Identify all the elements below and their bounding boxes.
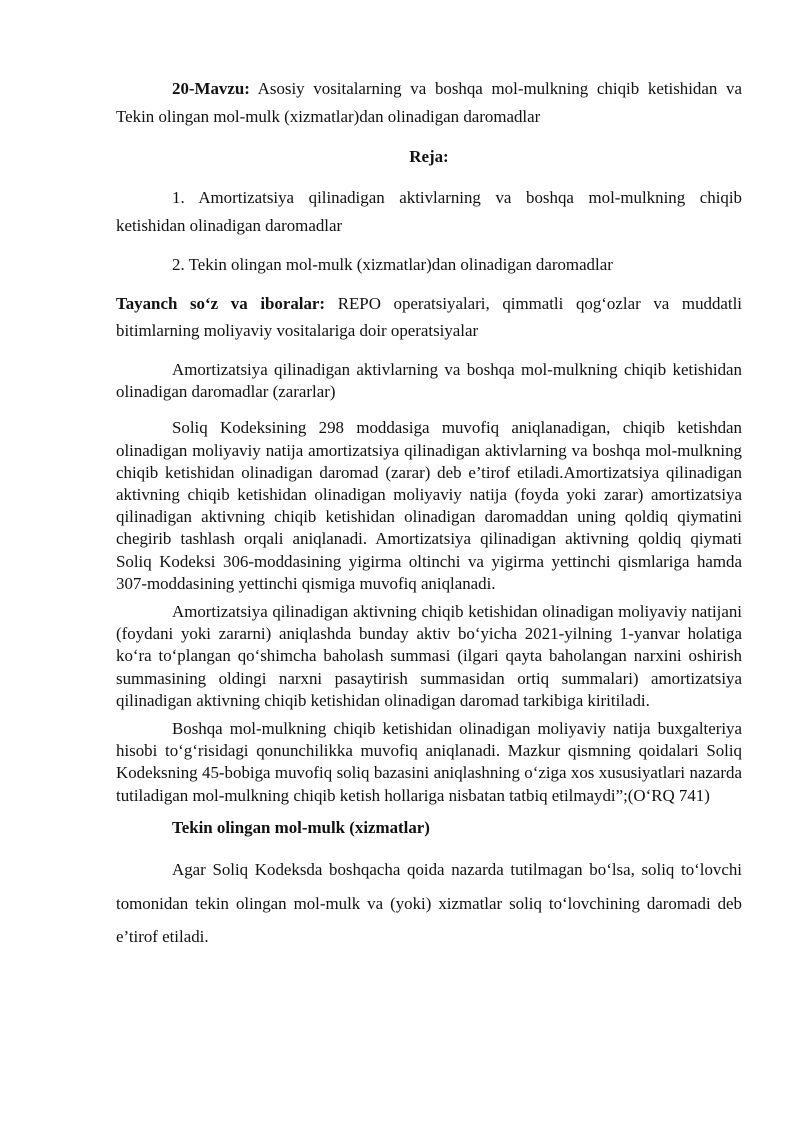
keywords-label: Tayanch so‘z va iboralar: <box>116 293 326 313</box>
plan-heading: Reja: <box>409 147 449 167</box>
section2-heading: Tekin olingan mol-mulk (xizmatlar) <box>172 817 430 837</box>
section1-paragraph-3: Boshqa mol-mulkning chiqib ketishidan olinadigan moliyaviy natija buxgalteriya hisobi to‘g‘risidagi qonunchilikka muvofiq aniqlanadi. Mazkur qismning qoidalari Soliq Kodeksning 45-bobiga muvofiq soliq bazasini aniqlashning o‘ziga xos xususiyatlari nazarda tutiladigan mol-mulkning chiqib ketish hollariga nisbatan tatbiq etilmaydi”;(O‘RQ 741) <box>116 719 742 805</box>
section1-paragraph-2: Amortizatsiya qilinadigan aktivning chiqib ketishidan olinadigan moliyaviy natijani (foydani yoki zararni) aniqlashda bunday aktiv bo‘yicha 2021-yilning 1-yanvar holatiga ko‘ra to‘plangan qo‘shimcha baholash summasi (ilgari qayta baholangan narxini oshirish summasining oldingi narxni pasaytirish summasidan ortiq summalari) amortizatsiya qilinadigan aktivning chiqib ketishidan olinadigan daromad tarkibiga kiritiladi. <box>116 602 742 710</box>
plan-item-2: 2. Tekin olingan mol-mulk (xizmatlar)dan olinadigan daromadlar <box>172 254 613 274</box>
document-page <box>116 72 742 954</box>
section1-paragraph-1: Soliq Kodeksining 298 moddasiga muvofiq aniqlanadigan, chiqib ketishdan olinadigan moliyaviy natija amortizatsiya qilinadigan aktivlarning va boshqa mol-mulkning chiqib ketishidan olinadigan daromad (zarar) deb e’tirof etiladi.Amortizatsiya qilinadigan aktivning chiqib ketishidan olinadigan moliyaviy natija (foyda yoki zarar) amortizatsiya qilinadigan aktivning chiqib ketishidan olinadigan daromaddan uning qoldiq qiymatini chegirib tashlash orqali aniqlanadi. Amortizatsiya qilinadigan aktivning qoldiq qiymati Soliq Kodeksi 306-moddasining yigirma oltinchi va yigirma yettinchi qismlariga hamda 307-moddasining yettinchi qismiga muvofiq aniqlanadi. <box>116 418 742 593</box>
section1-title: Amortizatsiya qilinadigan aktivlarning va boshqa mol-mulkning chiqib ketishidan olinadigan daromadlar (zararlar) <box>116 359 742 402</box>
plan-item-1: 1. Amortizatsiya qilinadigan aktivlarning va boshqa mol-mulkning chiqib ketishidan olinadigan daromadlar <box>116 188 742 235</box>
topic-title <box>116 75 742 130</box>
section2-paragraph: Agar Soliq Kodeksda boshqacha qoida nazarda tutilmagan bo‘lsa, soliq to‘lovchi tomonidan tekin olingan mol-mulk va (yoki) xizmatlar soliq to‘lovchining daromadi deb e’tirof etiladi. <box>116 860 742 947</box>
keywords-text: REPO operatsiyalari, qimmatli qog‘ozlar va muddatli bitimlarning moliyaviy vositalariga doir operatsiyalar <box>116 293 742 341</box>
topic-label: 20-Mavzu: <box>172 79 250 98</box>
topic-text: Asosiy vositalarning va boshqa mol-mulkning chiqib ketishidan va Tekin olingan mol-mulk (xizmatlar)dan olinadigan daromadlar <box>116 79 742 126</box>
keywords <box>116 290 742 345</box>
